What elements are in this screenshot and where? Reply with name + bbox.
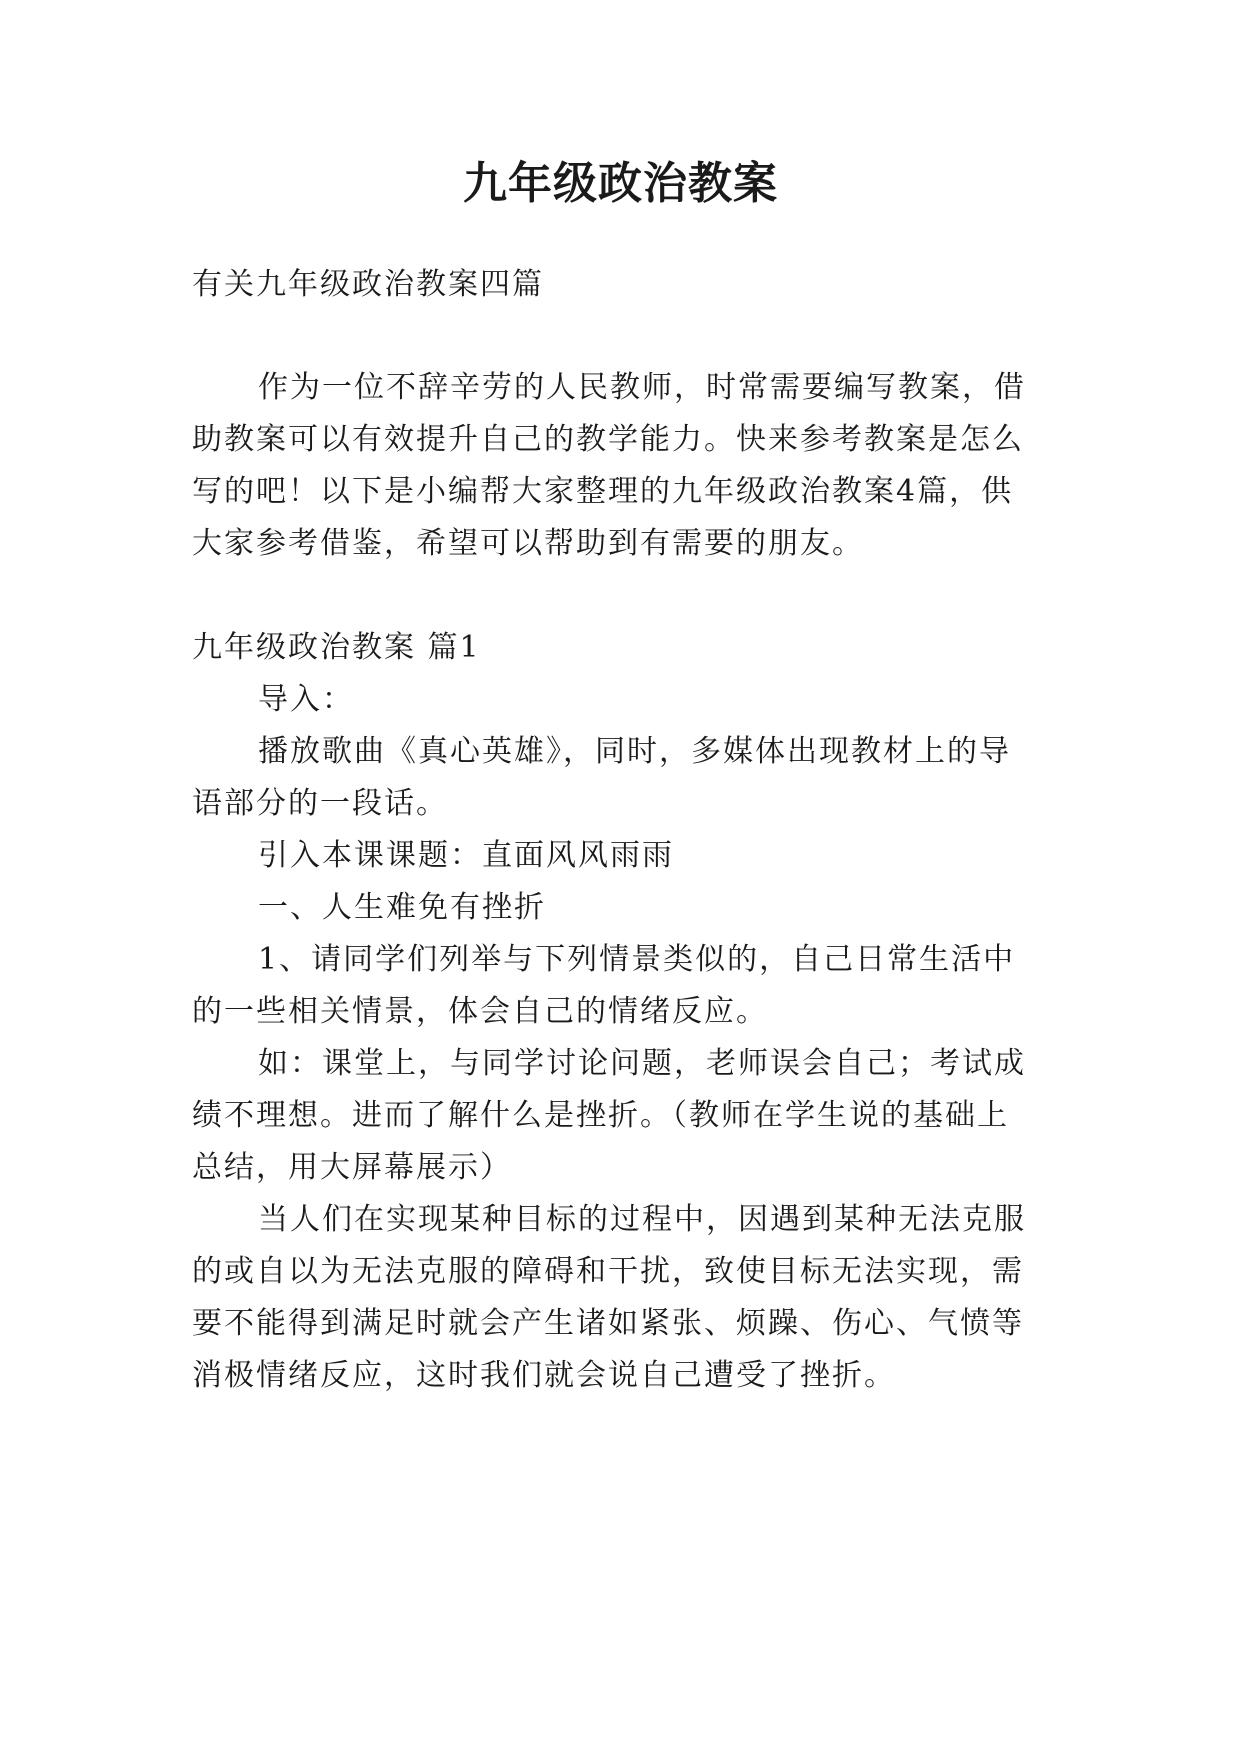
body-line: 总结，用大屏幕展示） xyxy=(192,1150,512,1185)
document-subtitle: 有关九年级政治教案四篇 xyxy=(192,267,544,302)
body-line: 播放歌曲《真心英雄》，同时，多媒体出现教材上的导 xyxy=(258,734,1011,769)
body-line: 语部分的一段话。 xyxy=(192,786,448,821)
intro-line: 助教案可以有效提升自己的教学能力。快来参考教案是怎么 xyxy=(192,422,1024,457)
body-line: 消极情绪反应，这时我们就会说自己遭受了挫折。 xyxy=(192,1358,896,1393)
body-line: 当人们在实现某种目标的过程中，因遇到某种无法克服 xyxy=(258,1202,1026,1237)
body-line: 绩不理想。进而了解什么是挫折。（教师在学生说的基础上 xyxy=(192,1098,1009,1133)
body-line: 要不能得到满足时就会产生诸如紧张、烦躁、伤心、气愤等 xyxy=(192,1306,1024,1341)
intro-line: 作为一位不辞辛劳的人民教师，时常需要编写教案，借 xyxy=(258,370,1026,405)
section-heading: 九年级政治教案 篇1 xyxy=(192,630,481,665)
body-line: 1、请同学们列举与下列情景类似的，自己日常生活中 xyxy=(258,942,1016,977)
body-line: 一、人生难免有挫折 xyxy=(258,890,546,925)
body-line: 的一些相关情景，体会自己的情绪反应。 xyxy=(192,994,768,1029)
body-line: 的或自以为无法克服的障碍和干扰，致使目标无法实现，需 xyxy=(192,1254,1024,1289)
body-line: 导入： xyxy=(258,682,354,717)
intro-line: 大家参考借鉴，希望可以帮助到有需要的朋友。 xyxy=(192,526,864,561)
body-line: 如：课堂上，与同学讨论问题，老师误会自己；考试成 xyxy=(258,1046,1026,1081)
body-line: 引入本课课题：直面风风雨雨 xyxy=(258,838,674,873)
document-title: 九年级政治教案 xyxy=(463,158,778,209)
intro-line: 写的吧！以下是小编帮大家整理的九年级政治教案4篇，供 xyxy=(192,474,1014,509)
